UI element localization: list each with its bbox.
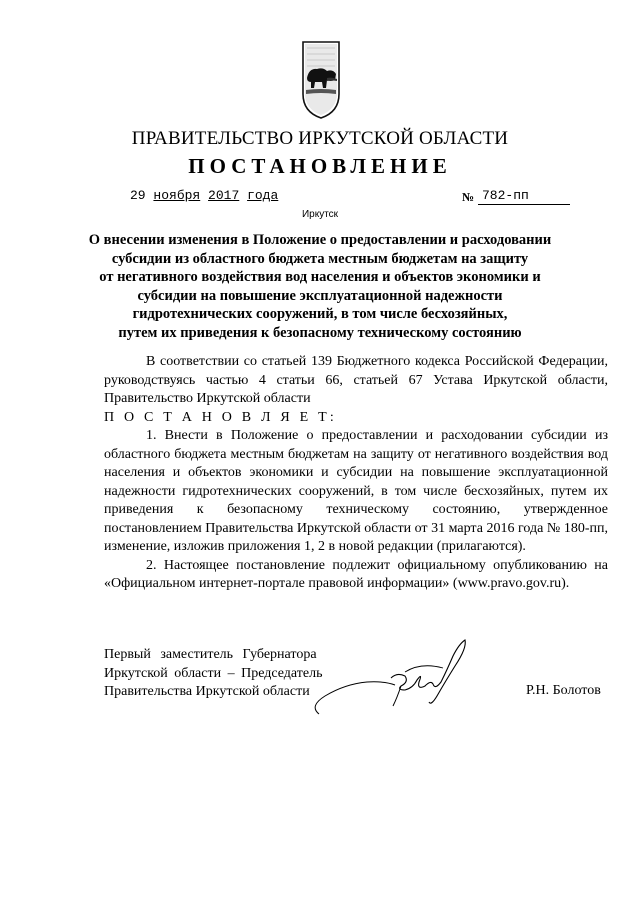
item-2-paragraph: 2. Настоящее постановление подлежит официальному опубликованию на «Официальном интернет-портале правовой информации» (www.pravo.gov.ru).: [104, 557, 608, 591]
date-month: ноября: [153, 188, 201, 203]
city-name: Иркутск: [301, 209, 339, 220]
item-1-paragraph: 1. Внести в Положение о предоставлении и расходовании субсидии из областного бюджета местным бюджетам на защиту от негативного воздействия вод населения и объектов экономики и субсидии на повышение эксплуатационной надежности гидротехнических сооружений, в том числе бесхозяйных, путем их приведения к безопасному техническому состоянию, утвержденное постановлением Правительства Иркутской области от 31 марта 2016 года № 180-пп, изменение, изложив приложения 1, 2 в новой редакции (прилагаются).: [104, 428, 608, 554]
heading-line: субсидии из областного бюджета местным бюджетам на защиту: [111, 250, 529, 267]
heading-line: О внесении изменения в Положение о предоставлении и расходовании: [88, 232, 552, 248]
signer-line: Правительства Иркутской области: [104, 684, 310, 699]
document-type: ПОСТАНОВЛЕНИЕ: [188, 154, 452, 178]
heading-line: от негативного воздействия вод населения и объектов экономики и: [99, 269, 541, 285]
signer-line: Иркутской области – Председатель: [104, 665, 323, 681]
signer-title: [104, 646, 322, 702]
document-number: 782-пп: [478, 188, 570, 205]
document-body: [104, 353, 608, 594]
signer-name: Р.Н. Болотов: [526, 683, 601, 698]
handwritten-signature: [305, 632, 475, 722]
number-sign: №: [462, 190, 475, 204]
heading-line: гидротехнических сооружений, в том числе бесхозяйных,: [132, 306, 508, 322]
date-suffix: года: [247, 188, 279, 203]
heading-line: путем их приведения к безопасному техническому состоянию: [118, 324, 522, 341]
document-date: [130, 188, 278, 203]
government-name: ПРАВИТЕЛЬСТВО ИРКУТСКОЙ ОБЛАСТИ: [131, 128, 509, 149]
date-day: 29: [130, 188, 146, 203]
signer-line: Первый заместитель Губернатора: [104, 647, 317, 662]
decree-word: П О С Т А Н О В Л Я Е Т:: [104, 409, 337, 425]
preamble-paragraph: В соответствии со статьей 139 Бюджетного кодекса Российской Федерации, руководствуясь частью 4 статьи 66, статьей 67 Устава Иркутской области, Правительство Иркутской области: [104, 354, 608, 406]
date-year: 2017: [208, 188, 240, 203]
heading-line: субсидии на повышение эксплуатационной надежности: [137, 287, 503, 304]
coat-of-arms-icon: [297, 38, 345, 120]
document-heading: [80, 231, 560, 342]
